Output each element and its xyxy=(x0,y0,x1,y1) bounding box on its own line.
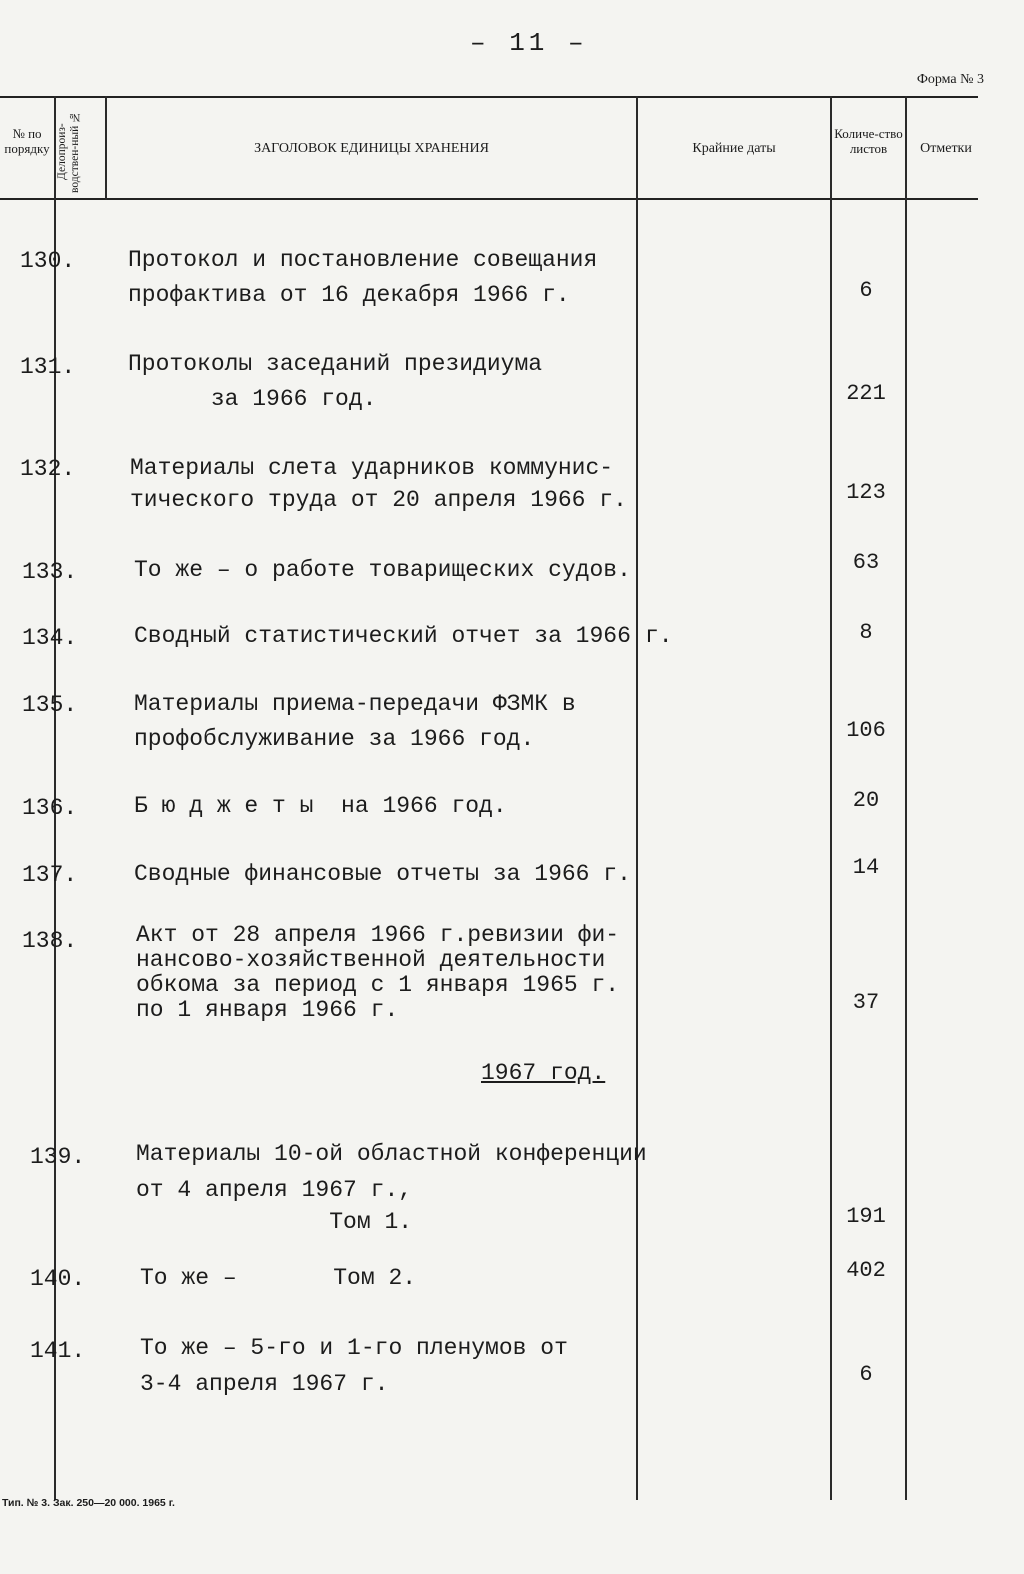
column-divider-4 xyxy=(830,96,832,1500)
column-header-title: ЗАГОЛОВОК ЕДИНИЦЫ ХРАНЕНИЯ xyxy=(254,141,489,156)
column-header-notes: Отметки xyxy=(920,141,972,156)
entry-sheets: 402 xyxy=(846,1258,886,1283)
entry-dates: г. xyxy=(645,623,673,649)
entry-title-line: Акт от 28 апреля 1966 г.ревизии фи- xyxy=(136,922,620,948)
entry-sheets: 37 xyxy=(852,990,880,1015)
entry-number: 132. xyxy=(20,456,76,482)
entry-sheets: 6 xyxy=(859,278,873,303)
column-header-order: № по порядку xyxy=(4,126,50,156)
column-header-office-no: Делопроиз-водствен-ный № xyxy=(56,110,81,194)
entry-title-line: Материалы 10-ой областной конференции xyxy=(136,1141,647,1167)
column-header-dates: Крайние даты xyxy=(692,141,776,156)
entry-number: 134. xyxy=(22,625,78,651)
entry-sheets: 191 xyxy=(846,1204,886,1229)
entry-title-line: Протокол и постановление совещания xyxy=(128,247,598,273)
entry-title-line: То же – 5-го и 1-го пленумов от xyxy=(140,1335,568,1361)
entry-title-line: Сводный статистический отчет за 1966 xyxy=(134,623,631,649)
entry-number: 131. xyxy=(20,354,76,380)
entry-title-line: Б ю д ж е т ы на 1966 год. xyxy=(134,793,507,819)
entry-number: 139. xyxy=(30,1144,86,1170)
entry-sheets: 8 xyxy=(859,620,873,645)
entry-title-line: от 4 апреля 1967 г., xyxy=(136,1177,413,1203)
entry-number: 141. xyxy=(30,1338,86,1364)
entry-title-line: за 1966 год. xyxy=(128,386,377,412)
entry-title-line: профактива от 16 декабря 1966 г. xyxy=(128,282,570,308)
entry-sheets: 106 xyxy=(846,718,886,743)
column-divider-3 xyxy=(636,96,638,1500)
entry-number: 140. xyxy=(30,1266,86,1292)
entry-sheets: 20 xyxy=(852,788,880,813)
entry-title-line: Материалы слета ударников коммунис- xyxy=(130,455,614,481)
entry-title-line: по 1 января 1966 г. xyxy=(136,997,399,1023)
entry-title-line: Протоколы заседаний президиума xyxy=(128,351,543,377)
entry-title-line: Материалы приема-передачи ФЗМК в xyxy=(134,691,576,717)
entry-title-line: обкома за период с 1 января 1965 г. xyxy=(136,972,620,998)
entry-number: 138. xyxy=(22,928,78,954)
printer-imprint: Тип. № 3. Зак. 250—20 000. 1965 г. xyxy=(2,1497,175,1509)
entry-title-line: профобслуживание за 1966 год. xyxy=(134,726,535,752)
entry-number: 137. xyxy=(22,862,78,888)
entry-title-line: Сводные финансовые отчеты за 1966 г. xyxy=(134,861,631,887)
entry-title-line: То же – Том 2. xyxy=(140,1265,417,1291)
entry-sheets: 6 xyxy=(859,1362,873,1387)
entry-title-line: 3-4 апреля 1967 г. xyxy=(140,1371,389,1397)
form-label: Форма № 3 xyxy=(916,72,984,87)
entry-title-line: То же – о работе товарищеских судов. xyxy=(134,557,631,583)
entry-title-line: тического труда от 20 апреля 1966 г. xyxy=(130,487,627,513)
entry-sheets: 14 xyxy=(852,855,880,880)
entry-title-line: Том 1. xyxy=(136,1209,413,1235)
page-number: – 11 – xyxy=(470,28,588,58)
entry-number: 135. xyxy=(22,692,78,718)
entry-number: 133. xyxy=(22,559,78,585)
column-divider-5 xyxy=(905,96,907,1500)
entry-sheets: 123 xyxy=(846,480,886,505)
entry-title-line: нансово-хозяйственной деятельности xyxy=(136,947,606,973)
entry-sheets: 221 xyxy=(846,381,886,406)
year-heading: 1967 год. xyxy=(481,1060,606,1086)
entry-sheets: 63 xyxy=(852,550,880,575)
column-header-sheets: Количе-ство листов xyxy=(834,126,903,156)
entry-number: 136. xyxy=(22,795,78,821)
entry-number: 130. xyxy=(20,248,76,274)
